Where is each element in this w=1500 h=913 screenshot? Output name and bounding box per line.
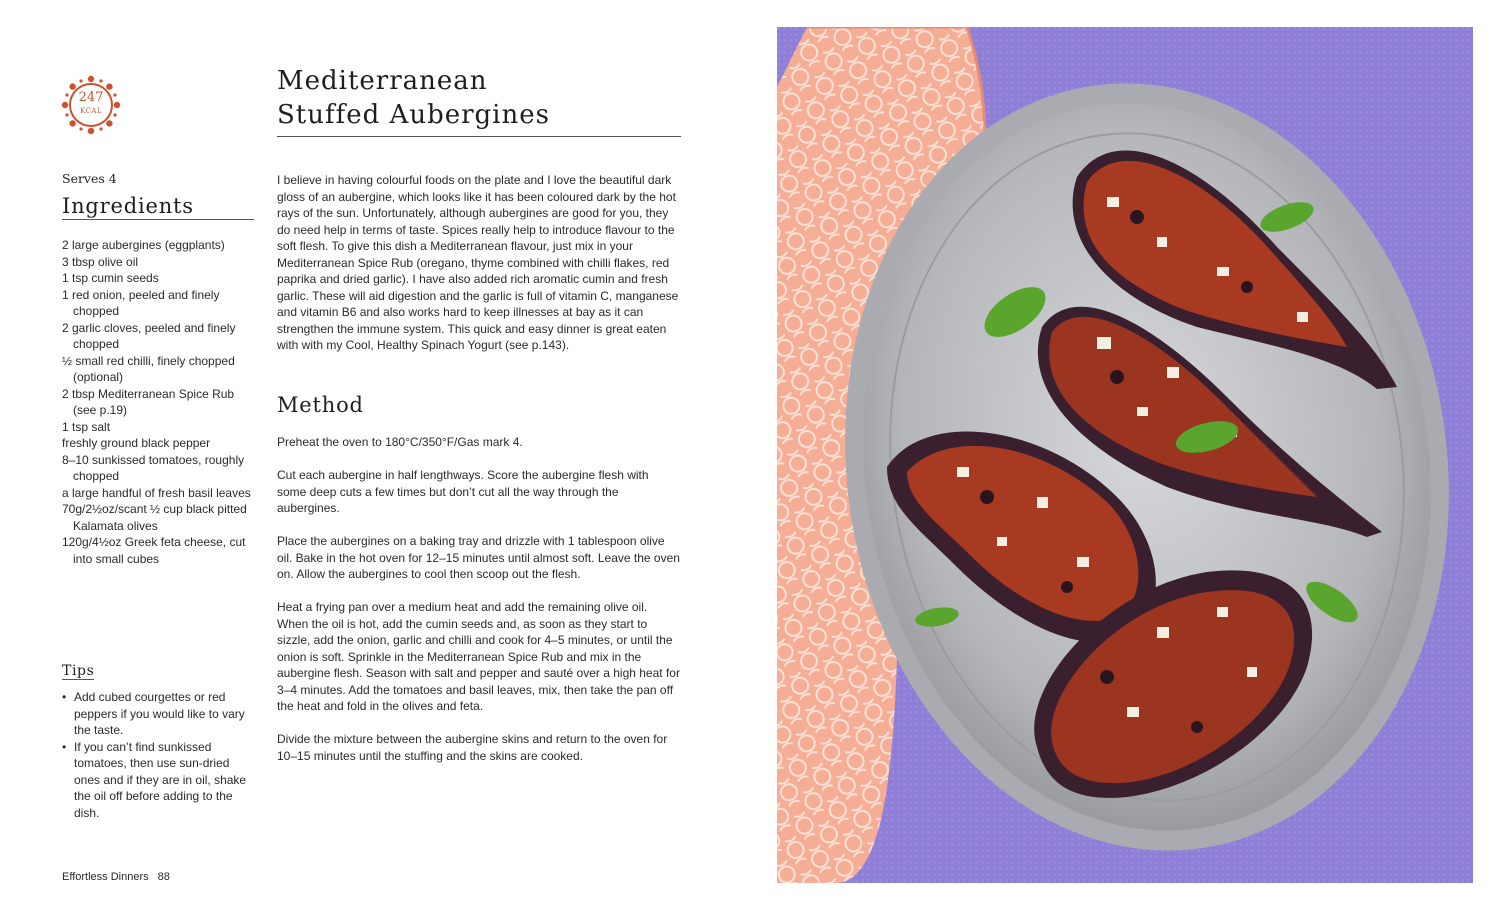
tips-heading: Tips: [62, 663, 95, 679]
ingredients-heading: Ingredients: [62, 194, 254, 220]
ingredient-item: a large handful of fresh basil leaves: [62, 485, 251, 500]
method-steps: [277, 434, 681, 781]
method-step: Place the aubergines on a baking tray and drizzle with 1 tablespoon olive oil. Bake in the hot oven for 12–15 minutes until almost soft. Leave the oven on. Allow the aubergines to cool then scoop out the flesh.: [277, 534, 680, 581]
ornament-frame-icon: [60, 74, 122, 136]
method-step: Heat a frying pan over a medium heat and add the remaining olive oil. When the oil is hot, add the cumin seeds and, as soon as they start to sizzle, add the onion, garlic and chilli and cook for 4–5 minutes, or until the onion is soft. Sprinkle in the Mediterranean Spice Rub and mix in the aubergine flesh. Season with salt and pepper and sauté over a high heat for 3–4 minutes. Add the tomatoes and basil leaves, mix, then take the pan off the heat and fold in the olives and feta.: [277, 600, 680, 713]
kcal-value: 247: [78, 90, 104, 105]
footer-section-title: Effortless Dinners: [62, 871, 149, 883]
ingredient-item: 70g/2½oz/scant ½ cup black pitted Kalamata olives: [62, 502, 247, 533]
ingredient-item: 2 tbsp Mediterranean Spice Rub (see p.19): [62, 386, 235, 417]
ingredient-item: ½ small red chilli, finely chopped (optional): [62, 353, 235, 384]
tip-text: Add cubed courgettes or red peppers if you would like to vary the taste.: [74, 690, 245, 737]
kcal-unit: KCAL: [79, 107, 103, 115]
tips-list: [62, 689, 257, 821]
tip-item: [62, 739, 257, 822]
bullet-icon: •: [62, 690, 67, 704]
ingredients-list: [62, 237, 257, 567]
tip-text: If you can’t find sunkissed tomatoes, then use sun-dried ones and if they are in oil, shake the oil off before adding to the dish.: [74, 739, 247, 820]
recipe-intro: I believe in having colourful foods on the plate and I love the beautiful dark gloss of an aubergine, which looks like it has been coloured dark by the hot rays of the sun. Unfortunately, although aubergines are good for you, they do need help in terms of taste. Spices really help to introduce flavour to the soft flesh. To give this dish a Mediterranean flavour, just mix in your Mediterranean Spice Rub (oregano, thyme combined with chilli flakes, red paprika and dried garlic). I have also added rich aromatic cumin and fresh garlic. These will aid digestion and the garlic is full of vitamin C, manganese and vitamin B6 and also works hard to keep illnesses at bay as it can strengthen the immune system. This quick and easy dinner is great eaten with with my Cool, Healthy Spinach Yogurt (see p.143).: [277, 173, 679, 352]
page-number: 88: [157, 871, 170, 883]
stuffed-aubergines-photo-icon: [777, 27, 1473, 883]
method-step: Divide the mixture between the aubergine skins and return to the oven for 10–15 minutes until the stuffing and the skins are cooked.: [277, 732, 668, 763]
ingredient-item: 3 tbsp olive oil: [62, 254, 139, 269]
serves-label: Serves 4: [62, 171, 117, 186]
ingredient-item: 2 large aubergines (eggplants): [62, 238, 225, 252]
kcal-badge: [60, 74, 122, 136]
tip-item: [62, 689, 257, 739]
recipe-title-line-1: Mediterranean: [277, 66, 488, 96]
bullet-icon: •: [62, 739, 67, 754]
ingredient-item: 8–10 sunkissed tomatoes, roughly chopped: [62, 452, 245, 483]
ingredient-item: 120g/4½oz Greek feta cheese, cut into small cubes: [62, 535, 246, 566]
page-footer: [62, 871, 170, 883]
method-step: Cut each aubergine in half lengthways. Score the aubergine flesh with some deep cuts a few times but don’t cut all the way through the aubergines.: [277, 468, 649, 515]
ingredient-item: 1 tsp salt: [62, 419, 111, 434]
ingredient-item: freshly ground black pepper: [62, 436, 211, 450]
ingredient-item: 2 garlic cloves, peeled and finely chopped: [62, 320, 236, 351]
ingredient-item: 1 tsp cumin seeds: [62, 271, 159, 285]
ingredient-item: 1 red onion, peeled and finely chopped: [62, 287, 220, 318]
method-heading: Method: [277, 393, 364, 417]
recipe-title-line-2: Stuffed Aubergines: [277, 100, 550, 130]
recipe-title: [277, 64, 681, 137]
recipe-photo: [777, 27, 1473, 883]
method-step: Preheat the oven to 180°C/350°F/Gas mark 4.: [277, 435, 523, 449]
